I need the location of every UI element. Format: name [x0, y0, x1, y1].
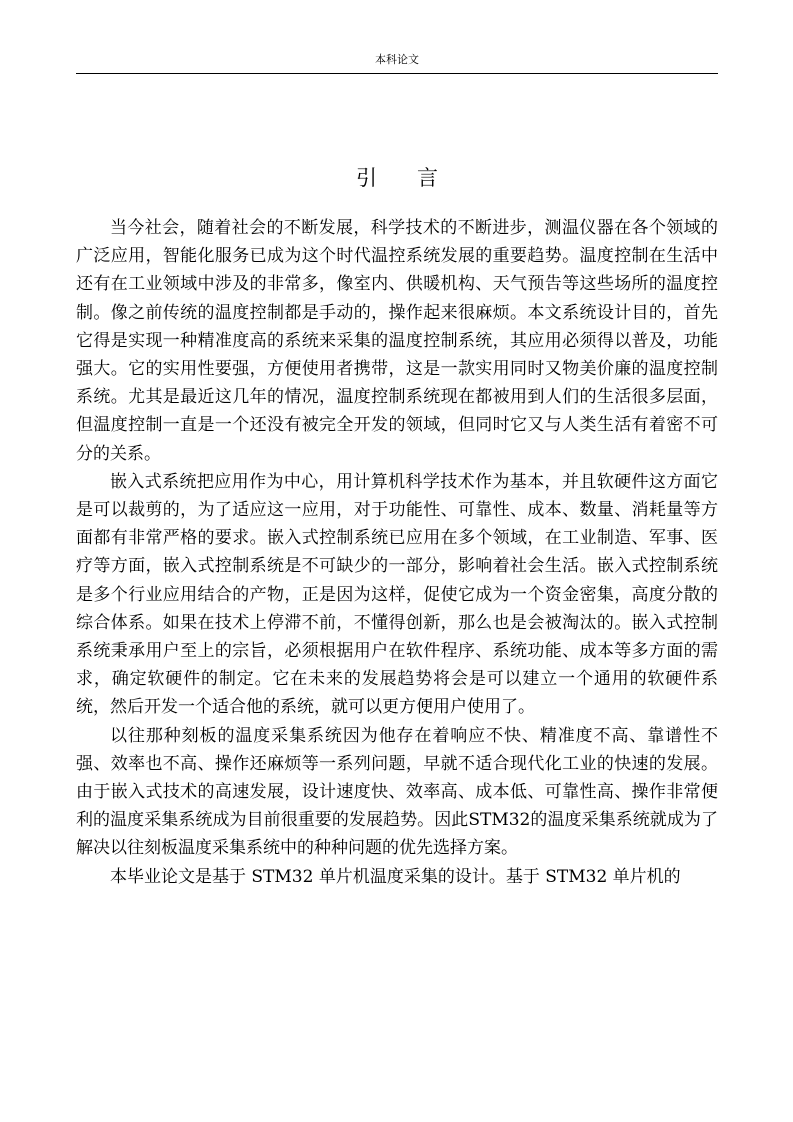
- header-text: 本科论文: [375, 53, 419, 66]
- paragraph-1: 当今社会，随着社会的不断发展，科学技术的不断进步，测温仪器在各个领域的广泛应用，智能化服务已成为这个时代温控系统发展的重要趋势。温度控制在生活中还有在工业领域中涉及的非常多，像室内、供暖机构、天气预告等这些场所的温度控制。像之前传统的温度控制都是手动的，操作起来很麻烦。本文系统设计目的，首先它得是实现一种精准度高的系统来采集的温度控制系统，其应用必须得以普及，功能强大。它的实用性要强，方便使用者携带，这是一款实用同时又物美价廉的温度控制系统。尤其是最近这几年的情况，温度控制系统现在都被用到人们的生活很多层面，但温度控制一直是一个还没有被完全开发的领域，但同时它又与人类生活有着密不可分的关系。: [76, 218, 718, 464]
- page-header: [76, 53, 718, 74]
- paragraph-4: 本毕业论文是基于 STM32 单片机温度采集的设计。基于 STM32 单片机的: [110, 866, 681, 887]
- section-title: 引言: [356, 166, 478, 190]
- paragraph-2: 嵌入式系统把应用作为中心，用计算机科学技术作为基本，并且软硬件这方面它是可以裁剪的，为了适应这一应用，对于功能性、可靠性、成本、数量、消耗量等方面都有非常严格的要求。嵌入式控制系统已应用在多个领域，在工业制造、军事、医疗等方面，嵌入式控制系统是不可缺少的一部分，影响着社会生活。嵌入式控制系统是多个行业应用结合的产物，正是因为这样，促使它成为一个资金密集，高度分散的综合体系。如果在技术上停滞不前，不懂得创新，那么也是会被淘汰的。嵌入式控制系统秉承用户至上的宗旨，必须根据用户在软件程序、系统功能、成本等多方面的需求，确定软硬件的制定。它在未来的发展趋势将会是可以建立一个通用的软硬件系统，然后开发一个适合他的系统，就可以更方便用户使用了。: [76, 471, 718, 718]
- body-text: [76, 214, 718, 891]
- paragraph-3: 以往那种刻板的温度采集系统因为他存在着响应不快、精准度不高、靠谱性不强、效率也不高、操作还麻烦等一系列问题，早就不适合现代化工业的快速的发展。由于嵌入式技术的高速发展，设计速度快、效率高、成本低、可靠性高、操作非常便利的温度采集系统成为目前很重要的发展趋势。因此STM32的温度采集系统就成为了解决以往刻板温度采集系统中的种种问题的优先选择方案。: [76, 725, 718, 859]
